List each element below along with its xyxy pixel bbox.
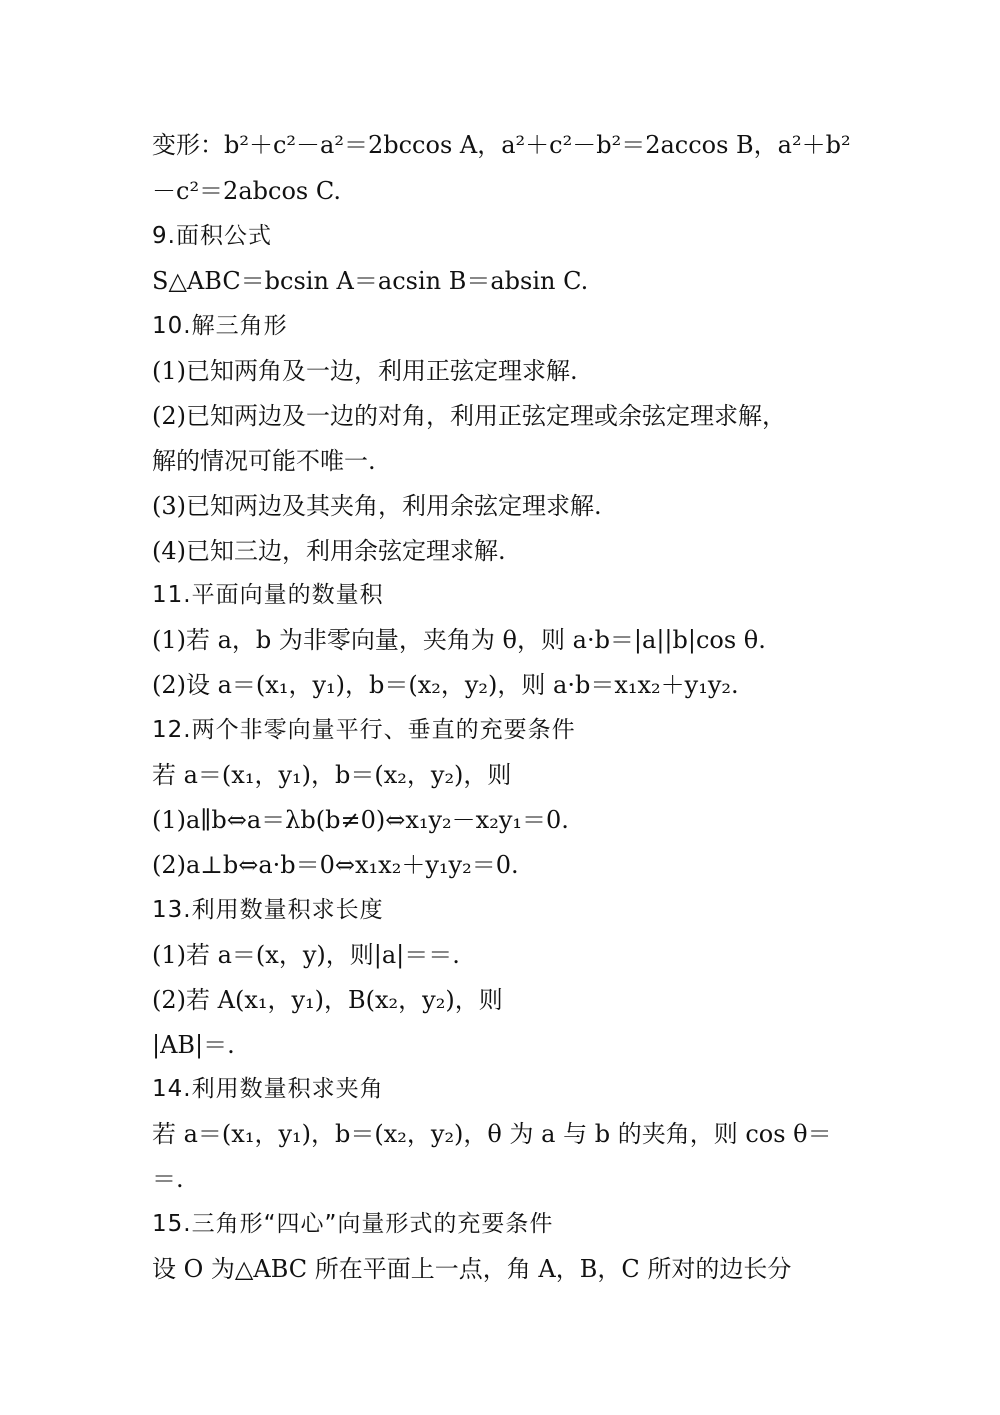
text-line: 若 a＝(x₁，y₁)，b＝(x₂，y₂)，则 (152, 761, 512, 789)
text-line: (2)设 a＝(x₁，y₁)，b＝(x₂，y₂)，则 a·b＝x₁x₂＋y₁y₂. (152, 671, 739, 699)
text-line: 变形：b²＋c²－a²＝2bccos A，a²＋c²－b²＝2accos B，a²＋b² (152, 131, 851, 159)
section-heading: 15.三角形“四心”向量形式的充要条件 (152, 1211, 554, 1237)
text-line: (1)已知两角及一边，利用正弦定理求解. (152, 357, 578, 385)
section-heading: 9.面积公式 (152, 223, 272, 249)
section-heading: 12.两个非零向量平行、垂直的充要条件 (152, 717, 576, 743)
text-line: (1)若 a＝(x，y)，则|a|＝＝. (152, 941, 460, 969)
section-heading: 14.利用数量积求夹角 (152, 1076, 384, 1102)
text-line: (2)已知两边及一边的对角，利用正弦定理或余弦定理求解， (152, 402, 786, 430)
text-line: |AB|＝. (152, 1031, 235, 1059)
section-heading: 13.利用数量积求长度 (152, 897, 384, 923)
section-heading: 11.平面向量的数量积 (152, 582, 384, 608)
text-line: 解的情况可能不唯一. (152, 447, 376, 475)
text-line: 设 O 为△ABC 所在平面上一点，角 A，B，C 所对的边长分 (152, 1255, 792, 1283)
text-line: (2)若 A(x₁，y₁)，B(x₂，y₂)，则 (152, 986, 503, 1014)
text-line: (4)已知三边，利用余弦定理求解. (152, 537, 506, 565)
text-line: ＝. (152, 1165, 184, 1193)
text-line: (1)若 a，b 为非零向量，夹角为 θ，则 a·b＝|a||b|cos θ. (152, 626, 766, 654)
text-line: S△ABC＝bcsin A＝acsin B＝absin C. (152, 267, 589, 295)
text-line: (1)a∥b⇔a＝λb(b≠0)⇔x₁y₂－x₂y₁＝0. (152, 806, 569, 834)
text-line: (3)已知两边及其夹角，利用余弦定理求解. (152, 492, 602, 520)
text-line: －c²＝2abcos C. (152, 177, 341, 205)
text-line: (2)a⊥b⇔a·b＝0⇔x₁x₂＋y₁y₂＝0. (152, 851, 519, 879)
text-line: 若 a＝(x₁，y₁)，b＝(x₂，y₂)，θ 为 a 与 b 的夹角，则 cos θ＝ (152, 1120, 832, 1148)
section-heading: 10.解三角形 (152, 313, 288, 339)
